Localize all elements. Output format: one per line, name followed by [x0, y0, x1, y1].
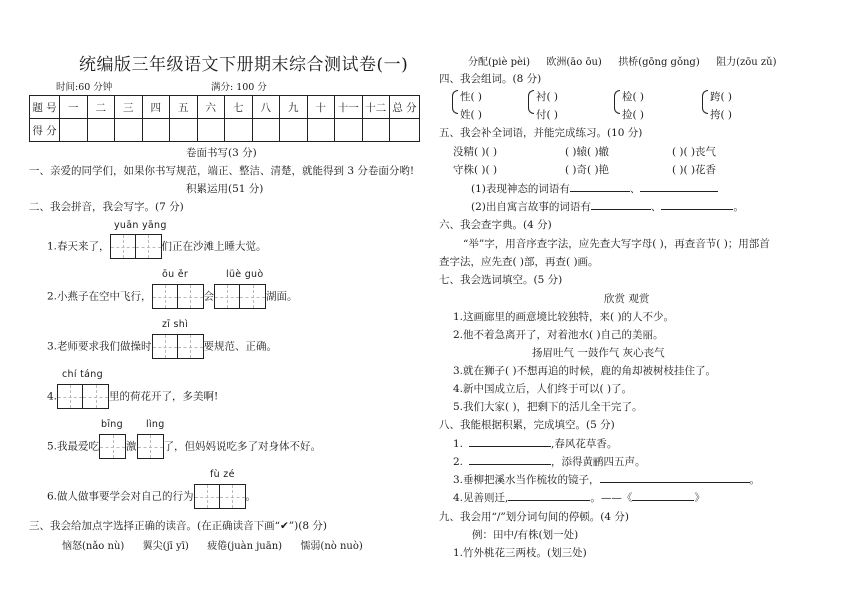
reading-choice[interactable]: 翼尖(jī yī) [142, 541, 189, 552]
question-text: 2. [453, 456, 464, 468]
question-2-2 [47, 284, 298, 309]
brace-icon [528, 90, 534, 114]
score-cell[interactable] [390, 119, 420, 142]
idiom-fill[interactable]: ( )辕( )辙 [565, 146, 610, 158]
section-5-title: 五、我会补全词语，并能完成练习。(10 分) [439, 127, 643, 139]
score-cell[interactable] [197, 119, 225, 142]
score-cell[interactable] [307, 119, 335, 142]
score-cell[interactable] [335, 119, 363, 142]
score-table-header-row [30, 96, 420, 119]
separator-text: 、 [650, 201, 662, 213]
question-text: 里的荷花开了，多美啊! [109, 390, 219, 403]
question-text: (1)表现神态的词语有 [471, 183, 570, 195]
word-group-item[interactable]: 检( ) [622, 91, 645, 103]
section-8-title: 八、我能根据积累，完成填空。(5 分) [439, 419, 615, 431]
answer-blank[interactable] [570, 181, 630, 192]
question-text: 。 [245, 490, 257, 503]
question-text: 3.垂柳把溪水当作梳妆的镜子， [453, 474, 600, 486]
question-7-2: 2.他不着急离开了，对着池水( )自己的美丽。 [453, 329, 664, 341]
question-text: 4.见善则迁, [453, 492, 509, 504]
score-header-cell: 六 [197, 96, 225, 119]
reading-choice[interactable]: 分配(piè pèi) [468, 57, 531, 68]
question-5-2 [471, 199, 744, 214]
word-group-item[interactable]: 挎( ) [710, 109, 733, 121]
idiom-fill[interactable]: ( )( )花香 [672, 164, 717, 176]
section-1-title: 一、亲爱的同学们，如果你书写规范，端正、整洁、清楚，就能得到 3 分卷面分哟! [29, 165, 415, 177]
score-header-cell: 三 [115, 96, 143, 119]
pinyin-label: lüè guò [226, 269, 264, 280]
question-text: 湖面。 [266, 290, 298, 303]
question-6-line-2: 查字法，应先查( )部，再查( )画。 [439, 256, 599, 268]
example-text: 例：田中/有株(划一处) [472, 529, 579, 541]
score-header-cell: 十 [307, 96, 335, 119]
accumulation-title: 积累运用(51 分) [186, 183, 264, 195]
score-cell[interactable] [252, 119, 280, 142]
question-text: 3.老师要求我们做操时 [47, 340, 152, 353]
idiom-fill[interactable]: ( )( )丧气 [672, 146, 717, 158]
writing-grid[interactable] [194, 484, 246, 509]
question-text: 了，但妈妈说吃多了对身体不好。 [163, 440, 322, 453]
score-header-cell: 一 [60, 96, 88, 119]
section-9-title: 九、我会用“/”划分词句间的停顿。(4 分) [439, 511, 629, 523]
brace-icon [452, 90, 458, 114]
answer-blank[interactable] [600, 472, 750, 483]
question-text: 们正在沙滩上睡大觉。 [161, 240, 267, 253]
score-header-cell: 二 [87, 96, 115, 119]
score-cell[interactable] [362, 119, 390, 142]
separator-text: 、 [629, 183, 641, 195]
question-text: 6.做人做事要学会对自己的行为 [47, 490, 194, 503]
score-header-cell: 十二 [362, 96, 390, 119]
question-7-4: 4.新中国成立后，人们终于可以( )了。 [453, 383, 633, 395]
period-text: 。 [749, 474, 761, 486]
question-8-1 [453, 436, 617, 451]
question-text: ,春风花草香。 [551, 438, 618, 450]
question-2-3 [47, 334, 277, 359]
answer-blank[interactable] [508, 490, 590, 501]
period-text: 。 [733, 201, 744, 213]
section-7-title: 七、我会选词填空。(5 分) [439, 274, 563, 286]
answer-blank[interactable] [591, 199, 651, 210]
score-header-cell: 题 号 [30, 96, 60, 119]
pinyin-label: lìng [146, 419, 165, 430]
answer-blank[interactable] [469, 436, 551, 447]
score-row-label: 得 分 [30, 119, 60, 142]
score-header-cell: 四 [142, 96, 170, 119]
writing-grid[interactable] [214, 284, 266, 309]
section-4-title: 四、我会组词。(8 分) [439, 73, 542, 85]
question-text: 》 [694, 492, 705, 504]
reading-choice[interactable]: 拱桥(gōng gǒng) [618, 57, 700, 68]
question-text: 激 [126, 440, 137, 453]
exam-time: 时间:60 分钟 [56, 82, 113, 93]
score-header-cell: 九 [280, 96, 308, 119]
pinyin-label: fù zé [210, 469, 235, 480]
score-cell[interactable] [87, 119, 115, 142]
question-2-4 [47, 384, 218, 409]
score-cell[interactable] [225, 119, 253, 142]
score-header-cell: 总 分 [390, 96, 420, 119]
question-8-4 [453, 490, 705, 505]
idiom-fill[interactable]: ( )奇( )艳 [565, 164, 610, 176]
question-text: 要规范、正确。 [203, 340, 278, 353]
word-group-item[interactable]: 付( ) [536, 109, 559, 121]
question-8-2 [453, 454, 646, 469]
writing-grid[interactable] [152, 334, 204, 359]
question-2-5 [47, 434, 321, 459]
question-text: 1. [453, 438, 464, 450]
score-cell[interactable] [280, 119, 308, 142]
reading-choice[interactable]: 懦弱(nò nuò) [300, 541, 363, 552]
word-group-item[interactable]: 捡( ) [622, 109, 645, 121]
word-group-item[interactable]: 衬( ) [536, 91, 559, 103]
score-table [29, 95, 420, 142]
score-header-cell: 五 [170, 96, 198, 119]
reading-choice[interactable]: 疲倦(juàn juān) [207, 541, 283, 552]
reading-choice[interactable]: 欧洲(āo ōu) [546, 57, 602, 68]
writing-grid[interactable] [152, 284, 204, 309]
section-3-title: 三、我会给加点字选择正确的读音。(在正确读音下画“✔”)(8 分) [29, 520, 327, 532]
writing-grid[interactable] [99, 434, 126, 459]
score-cell[interactable] [170, 119, 198, 142]
question-2-6 [47, 484, 256, 509]
word-group-item[interactable]: 姓( ) [460, 109, 483, 121]
pinyin-label: yuān yāng [114, 220, 167, 231]
answer-blank[interactable] [640, 181, 718, 192]
answer-blank[interactable] [469, 454, 551, 465]
idiom-fill[interactable]: 没精( )( ) [453, 146, 498, 158]
word-group-item[interactable]: 跨( ) [710, 91, 733, 103]
question-text: 2.小燕子在空中飞行， [47, 290, 152, 303]
question-8-3 [453, 472, 760, 487]
section-6-title: 六、我会查字典。(4 分) [439, 219, 552, 231]
pinyin-label: zī shì [162, 319, 189, 330]
reading-choice-row [468, 53, 777, 68]
question-text: ，添得黄鹂四五声。 [551, 456, 646, 468]
score-cell[interactable] [115, 119, 143, 142]
score-header-cell: 十一 [335, 96, 363, 119]
question-6-line-1: “举”字，用音序查字法，应先查大写字母( )，再查音节( )；用部首 [463, 238, 770, 250]
question-text: 。——《 [590, 492, 633, 504]
brace-icon [614, 90, 620, 114]
writing-grid[interactable] [57, 384, 109, 409]
question-7-5: 5.我们大家( )，把剩下的活儿全干完了。 [453, 401, 643, 413]
reading-choice[interactable]: 恼怒(nǎo nù) [62, 541, 125, 552]
reading-choice-row [62, 537, 363, 552]
neat-writing-title: 卷面书写(3 分) [186, 147, 257, 159]
question-2-1 [47, 234, 267, 259]
full-score: 满分: 100 分 [211, 82, 267, 93]
word-group-item[interactable]: 性( ) [460, 91, 483, 103]
word-choices: 扬眉吐气 一鼓作气 灰心丧气 [532, 347, 665, 359]
reading-choice[interactable]: 阻力(zōu zǔ) [716, 57, 777, 68]
pinyin-label: bīng [101, 419, 123, 430]
pinyin-label: ōu ěr [162, 269, 189, 280]
writing-grid[interactable] [137, 434, 164, 459]
score-cell[interactable] [60, 119, 88, 142]
section-2-title: 二、我会拼音，我会写字。(7 分) [29, 201, 184, 213]
score-header-cell: 七 [225, 96, 253, 119]
score-header-cell: 八 [252, 96, 280, 119]
idiom-fill[interactable]: 守株( )( ) [453, 164, 498, 176]
score-cell[interactable] [142, 119, 170, 142]
question-9-1[interactable]: 1.竹外桃花三两枝。(划三处) [453, 547, 587, 559]
question-text: 会 [203, 290, 215, 303]
question-text: 4. [47, 390, 58, 403]
brace-icon [702, 90, 708, 114]
answer-blank[interactable] [661, 199, 733, 210]
question-text: 1.春天来了， [47, 240, 110, 253]
question-text: 5.我最爱吃 [47, 440, 100, 453]
writing-grid[interactable] [110, 234, 162, 259]
question-text: (2)出自寓言故事的词语有 [471, 201, 591, 213]
question-7-1: 1.这画廊里的画意境比较独特，来( )的人不少。 [453, 311, 675, 323]
score-table-score-row [30, 119, 420, 142]
question-7-3: 3.就在狮子( )不想再追的时候，鹿的角却被树枝挂住了。 [453, 365, 717, 377]
page-title: 统编版三年级语文下册期末综合测试卷(一) [79, 55, 409, 75]
pinyin-label: chí táng [62, 369, 103, 380]
word-choices: 欣赏 观赏 [604, 293, 650, 305]
answer-blank[interactable] [632, 490, 694, 501]
question-5-1 [471, 181, 718, 196]
